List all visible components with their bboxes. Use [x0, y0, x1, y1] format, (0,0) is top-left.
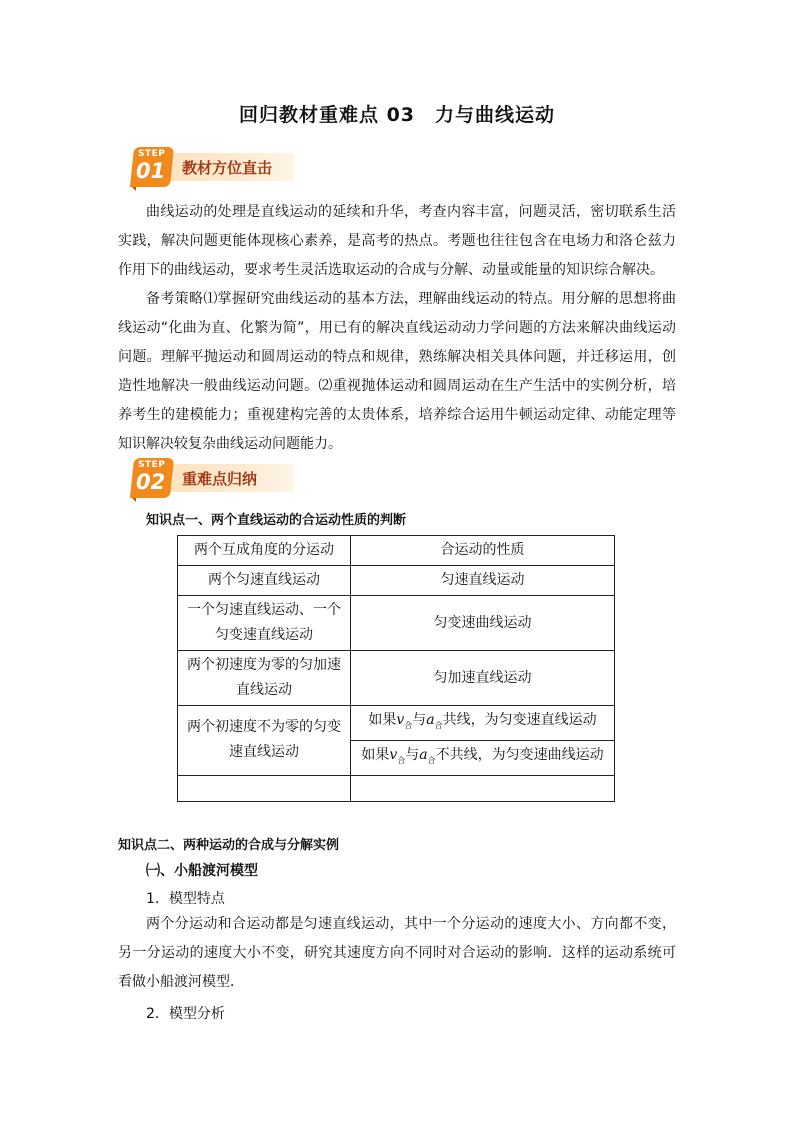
intro-paragraph-1: 曲线运动的处理是直线运动的延续和升华，考查内容丰富，问题灵活，密切联系生活实践，解决问题更能体现核心素养，是高考的热点。考题也往往包含在电场力和洛仑兹力作用下的曲线运动，要求考生灵活选取运动的合成与分解、动量或能量的知识综合解决。 [118, 204, 676, 278]
step-01-header [130, 145, 300, 193]
table-cell: 一个匀速直线运动、一个匀变速直线运动 [178, 596, 351, 651]
item-heading: 1．模型特点 [146, 891, 225, 907]
intro-section [118, 198, 676, 459]
step-badge [130, 145, 174, 189]
step-word: STEP [138, 149, 166, 159]
table-cell: 匀速直线运动 [351, 566, 615, 596]
table-row [178, 566, 615, 596]
table-cell: 两个初速度为零的匀加速直线运动 [178, 651, 351, 706]
step-number: 01 [136, 159, 166, 183]
table-cell: 两个初速度不为零的匀变速直线运动 [178, 706, 351, 776]
step-label: 重难点归纳 [182, 470, 258, 488]
table-cell: 如果$v_合$与$a_合$不共线，为匀变速曲线运动 [351, 740, 615, 775]
table-header-cell: 合运动的性质 [351, 536, 615, 566]
page-title: 回归教材重难点 03 力与曲线运动 [238, 104, 556, 126]
subsection-heading: ㈠、小船渡河模型 [146, 863, 258, 879]
table-row [178, 706, 615, 741]
table-cell-empty [351, 775, 615, 801]
table-row [178, 536, 615, 566]
step-word: STEP [138, 460, 166, 470]
knowledge-point-2: 知识点二、两种运动的合成与分解实例 [118, 838, 340, 853]
item-heading: 2．模型分析 [146, 1006, 225, 1022]
model-description [118, 910, 676, 997]
table-cell: 如果$v_合$与$a_合$共线，为匀变速直线运动 [351, 706, 615, 741]
table-row [178, 596, 615, 651]
table-cell: 匀变速曲线运动 [351, 596, 615, 651]
model-paragraph: 两个分运动和合运动都是匀速直线运动，其中一个分运动的速度大小、方向都不变，另一分运动的速度大小不变，研究其速度方向不同时对合运动的影响．这样的运动系统可看做小船渡河模型． [118, 916, 676, 990]
step-02-header [130, 456, 300, 504]
table-row [178, 651, 615, 706]
motion-table [177, 535, 615, 802]
table-cell: 匀加速直线运动 [351, 651, 615, 706]
knowledge-point-1: 知识点一、两个直线运动的合运动性质的判断 [146, 513, 407, 528]
table-cell: 两个匀速直线运动 [178, 566, 351, 596]
table-cell-empty [178, 775, 351, 801]
step-badge [130, 456, 174, 500]
intro-paragraph-2: 备考策略⑴掌握研究曲线运动的基本方法，理解曲线运动的特点。用分解的思想将曲线运动“化曲为直、化繁为简”，用已有的解决直线运动动力学问题的方法来解决曲线运动问题。理解平抛运动和圆周运动的特点和规律，熟练解决相关具体问题，并迁移运用，创造性地解决一般曲线运动问题。⑵重视抛体运动和圆周运动在生产生活中的实例分析，培养考生的建模能力；重视建构完善的太贵体系，培养综合运用牛顿运动定律、动能定理等知识解决较复杂曲线运动问题能力。 [118, 291, 676, 452]
table-header-cell: 两个互成角度的分运动 [178, 536, 351, 566]
step-label: 教材方位直击 [182, 159, 273, 177]
step-number: 02 [136, 470, 166, 494]
table-row [178, 775, 615, 801]
